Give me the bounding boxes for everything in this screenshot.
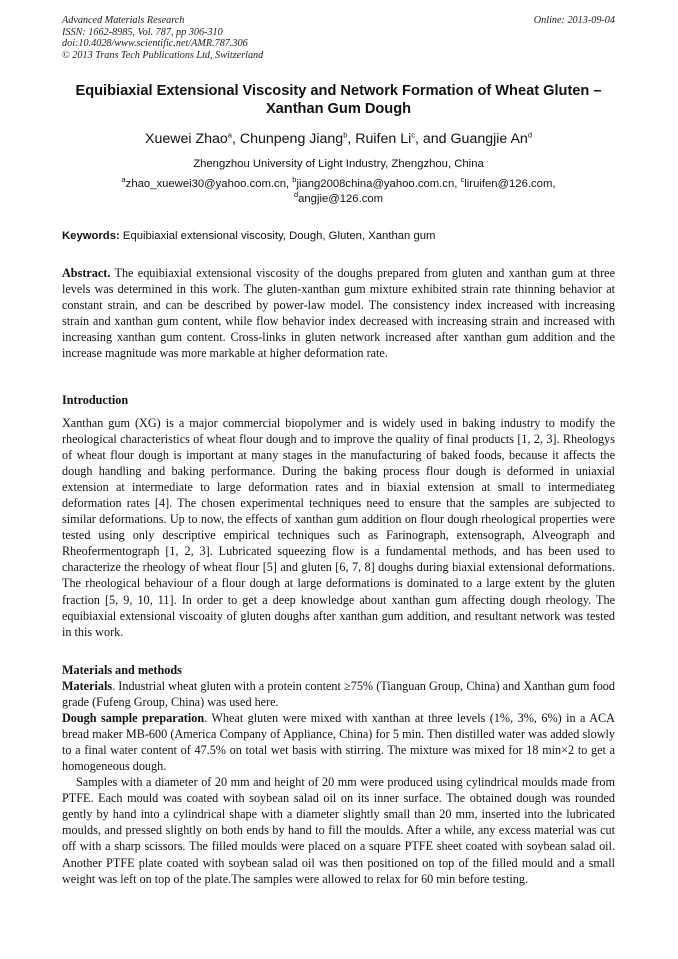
journal-name: Advanced Materials Research xyxy=(62,15,185,26)
abstract-text: The equibiaxial extensional viscosity of the doughs prepared from gluten and xanthan gum at three levels was determined in this work. The gluten-xanthan gum mixture exhibited strain rate thinning behavior at constant strain, and can be described by power-law model. The consistency index increased with increasing strain and xanthan gum content, while flow behavior index decreased with increasing strain and increased with increasing xanthan gum content. Cross-links in gluten network increased after xanthan gum addition and the increase magnitude was more markable at higher deformation rate. xyxy=(62,266,615,361)
introduction-paragraph: Xanthan gum (XG) is a major commercial biopolymer and is widely used in baking industry to modify the rheological characteristics of wheat flour dough and to improve the quality of final products [1, 2, 3]. Rheologys of wheat flour dough is important at many stages in the manufacturing of baked foods, because it affects the dough handling and baking performance. During the baking process flour dough is deformed in uniaxial extension at intermediate to large deformation rates and in biaxial extension at small to intermediateg deformation rates [4]. The chosen experimental techniques need to ensure that the samples are subjected to similar deformations. Up to now, the effects of xanthan gum addition on flour dough rheological properties were tested using only descriptive empirical techniques such as Farinograph, extensograph, Alveograph and Rheofermentograph [1, 2, 3]. Lubricated squeezing flow is a fundamental methods, and has been used to characterize the rheology of wheat flour [5] and gluten [6, 7, 8] doughs during biaxial extensional deformations. The rheological behaviour of a flour dough at large deformations is dominated to a large extent by the gluten fraction [5, 9, 10, 11]. In order to get a deep knowledge about xanthan gum affecting dough rheology. The equibiaxial extensional viscoaity of gluten doughs after xanthan gum addition, and resultant network was tested in this work. xyxy=(62,416,615,639)
section-heading-methods: Materials and methods xyxy=(62,663,182,677)
materials-label: Materials xyxy=(62,679,113,693)
methods-section xyxy=(62,678,615,887)
affiliation: Zhengzhou University of Light Industry, Zhengzhou, China xyxy=(193,158,484,170)
author-name: Chunpeng Jiang xyxy=(239,131,344,147)
author-name: Guangjie An xyxy=(450,131,528,147)
doi-line: doi:10.4028/www.scientific.net/AMR.787.306 xyxy=(62,38,248,50)
running-header xyxy=(62,15,615,61)
abstract-label: Abstract. xyxy=(62,266,111,280)
section-heading-introduction: Introduction xyxy=(62,393,129,407)
author-name: Ruifen Li xyxy=(355,131,412,147)
email-link[interactable]: liruifen@126.com, xyxy=(464,178,556,190)
copyright-line: © 2013 Trans Tech Publications Ltd, Switzerland xyxy=(62,49,264,61)
samples-paragraph: Samples with a diameter of 20 mm and height of 20 mm were produced using cylindrical moulds made from PTFE. Each mould was coated with soybean salad oil on its inner surface. The obtained dough was rounded gently by hand into a cylindrical shape with a diameter slightly small than 20 mm, inserted into the lubricated moulds, and pressed slightly on both ends by hand to fill the moulds. After a while, any excess material was cut off with a sharp scissors. The filled moulds were placed on a square PTFE sheet coated with soybean salad oil. Another PTFE plate coated with soybean salad oil was then positioned on top of the filled mould and a small weight was left on top of the plate.The samples were allowed to relax for 60 min before testing. xyxy=(62,775,615,886)
keywords-label: Keywords: xyxy=(62,230,120,242)
keywords-text: Equibiaxial extensional viscosity, Dough, Gluten, Xanthan gum xyxy=(119,230,436,242)
issn-line: ISSN: 1662-8985, Vol. 787, pp 306-310 xyxy=(62,26,223,38)
dough-prep-label: Dough sample preparation xyxy=(62,711,205,726)
email-link[interactable]: angjie@126.com xyxy=(298,192,384,205)
author-sup: d xyxy=(527,130,532,140)
author-sup: c xyxy=(411,130,416,140)
email-list: $^a$zhao_xuewei30@yahoo.com.cn, $^b$jiang2008china@yahoo.com.cn, $^c$liruifen@126.com, $^d$angjie@126.com xyxy=(121,175,556,205)
paper-title: Equibiaxial Extensional Viscosity and Network Formation of Wheat Gluten – Xanthan Gum Dough xyxy=(75,83,602,117)
abstract xyxy=(62,265,615,361)
author-list: Xuewei Zhao$^a$, Chunpeng Jiang$^b$, Ruifen Li$^c$, and Guangjie An$^d$ xyxy=(144,130,532,147)
dough-prep-paragraph: Dough sample preparation. Wheat gluten were mixed with xanthan at three levels (1%, 3%, 6%) in a ACA bread maker MB-600 (America Company of Appliance, China) for 5 min. Then distilled water was added slowly to a final water content of 47.5% on total wet basis with stirring. The mixture was mixed for 18 min×2 to get a homogeneous dough. xyxy=(62,711,615,774)
online-date: Online: 2013-09-04 xyxy=(533,15,615,26)
keywords xyxy=(62,229,615,244)
author-sup: a xyxy=(227,130,232,140)
email-link[interactable]: jiang2008china@yahoo.com.cn, xyxy=(296,178,461,190)
email-link[interactable]: zhao_xuewei30@yahoo.com.cn, xyxy=(125,178,293,190)
materials-paragraph: Materials. Industrial wheat gluten with a protein content ≥75% (Tianguan Group, China) and Xanthan gum food grade (Fufeng Group, China) was used here. xyxy=(62,679,615,710)
author-sup: b xyxy=(343,130,348,140)
author-name: Xuewei Zhao xyxy=(144,131,228,147)
